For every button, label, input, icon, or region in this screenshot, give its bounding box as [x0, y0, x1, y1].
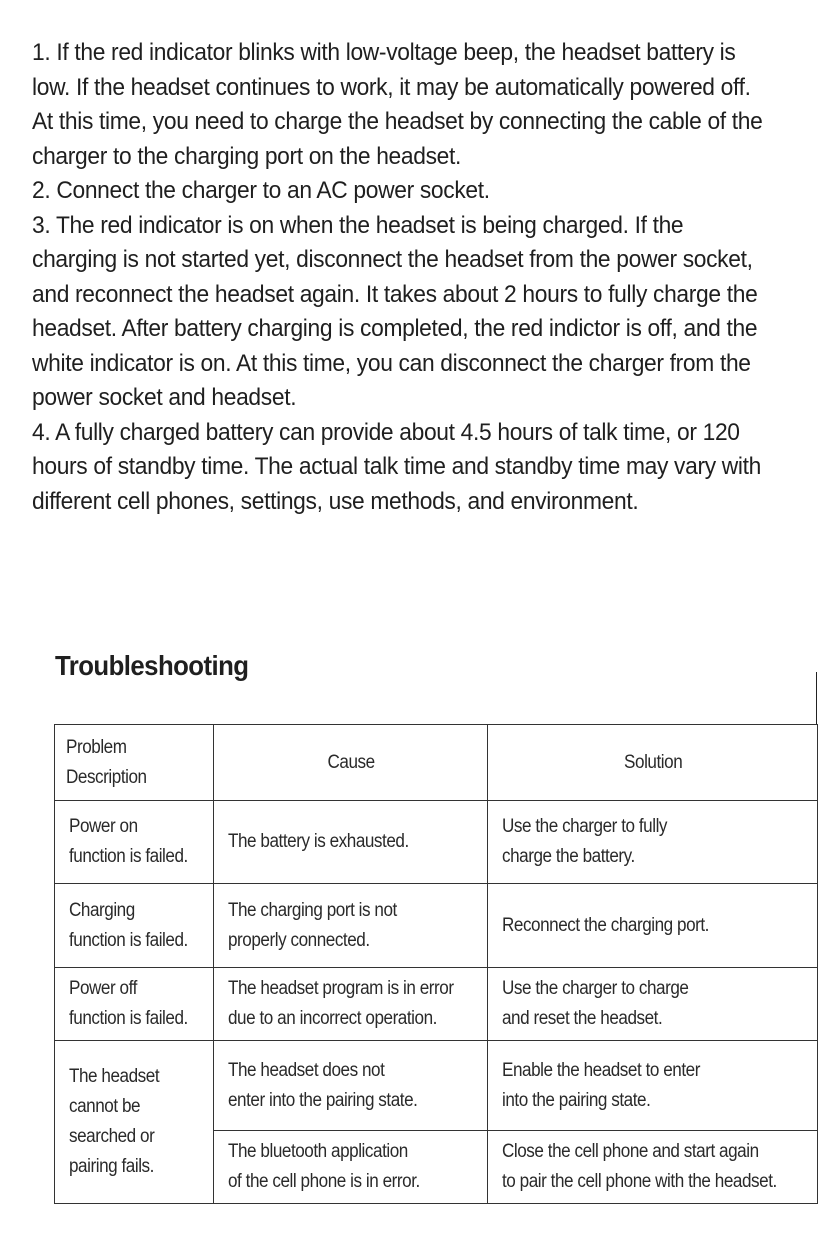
problem-cell — [55, 884, 214, 968]
troubleshooting-title: Troubleshooting — [55, 650, 249, 681]
problem-text: Power off function is failed. — [69, 978, 188, 1029]
problem-text: The headset cannot be searched or pairing fails. — [69, 1066, 160, 1177]
table-row — [55, 1041, 818, 1131]
charging-instructions — [32, 36, 773, 519]
cause-text: The headset program is in error due to an incorrect operation. — [228, 978, 454, 1029]
header-solution-text: Solution — [624, 751, 683, 773]
header-problem-text: Problem Description — [66, 736, 147, 788]
header-cause-text: Cause — [327, 751, 376, 773]
cause-text: The headset does not enter into the pairing state. — [228, 1059, 418, 1111]
problem-cell — [55, 801, 214, 884]
cause-cell — [214, 801, 488, 884]
solution-text: Use the charger to fully charge the battery. — [502, 816, 668, 867]
solution-text: Enable the headset to enter into the pairing state. — [502, 1059, 700, 1111]
solution-cell — [488, 801, 818, 884]
cause-text: The bluetooth application of the cell phone is in error. — [228, 1141, 420, 1192]
solution-cell — [488, 1041, 818, 1131]
solution-text: Close the cell phone and start again to pair the cell phone with the headset. — [502, 1141, 777, 1192]
troubleshooting-table — [54, 724, 818, 1204]
header-cause — [214, 725, 488, 801]
problem-cell — [55, 968, 214, 1041]
solution-text: Use the charger to charge and reset the headset. — [502, 978, 689, 1029]
solution-cell — [488, 884, 818, 968]
solution-cell — [488, 1131, 818, 1204]
instruction-step-2: 2. Connect the charger to an AC power socket. — [32, 177, 490, 204]
cause-cell — [214, 884, 488, 968]
cause-text: The charging port is not properly connected. — [228, 899, 397, 951]
cause-cell — [214, 968, 488, 1041]
solution-text: Reconnect the charging port. — [502, 914, 709, 936]
cause-cell — [214, 1041, 488, 1131]
cause-text: The battery is exhausted. — [228, 831, 409, 852]
table-row — [55, 968, 818, 1041]
problem-cell — [55, 1041, 214, 1204]
table-row — [55, 884, 818, 968]
table-row — [55, 801, 818, 884]
problem-text: Power on function is failed. — [69, 816, 188, 867]
header-solution — [488, 725, 818, 801]
side-rule — [816, 672, 817, 724]
header-problem — [55, 725, 214, 801]
instruction-step-3: 3. The red indicator is on when the headset is being charged. If the charging is not started yet, disconnect the headset from the power socket, and reconnect the headset again. It takes about 2 hours to fully charge the headset. After battery charging is completed, the red indictor is off, and the white indicator is on. At this time, you can disconnect the charger from the power socket and headset. — [32, 211, 758, 411]
instruction-step-1: 1. If the red indicator blinks with low-voltage beep, the headset battery is low. If the headset continues to work, it may be automatically powered off. At this time, you need to charge the headset by connecting the cable of the charger to the charging port on the headset. — [32, 39, 763, 170]
instruction-step-4: 4. A fully charged battery can provide about 4.5 hours of talk time, or 120 hours of standby time. The actual talk time and standby time may vary with different cell phones, settings, use methods, and environment. — [32, 418, 761, 515]
cause-cell — [214, 1131, 488, 1204]
solution-cell — [488, 968, 818, 1041]
table-header-row — [55, 725, 818, 801]
problem-text: Charging function is failed. — [69, 899, 188, 951]
